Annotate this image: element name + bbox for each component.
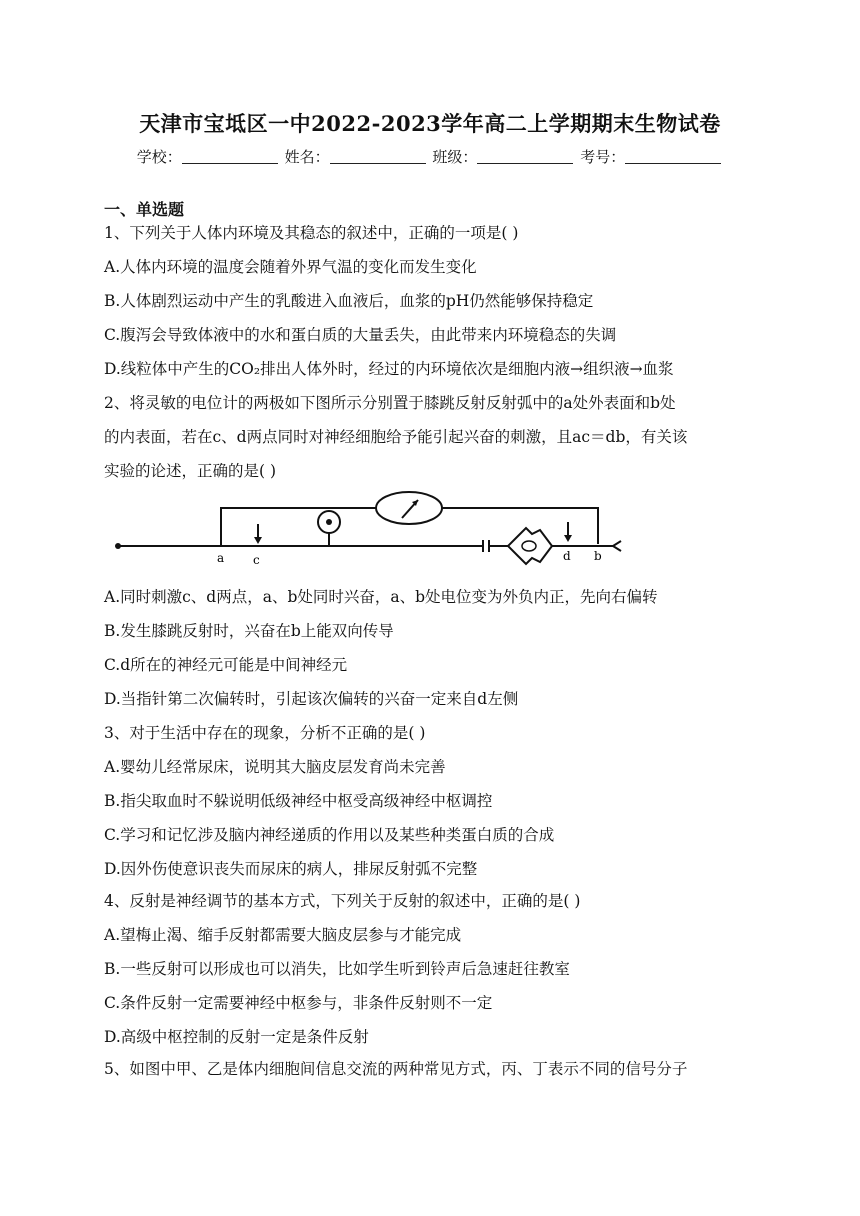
question-1-option-d: D.线粒体中产生的CO₂排出人体外时，经过的内环境依次是细胞内液→组织液→血浆 (104, 360, 674, 378)
name-label: 姓名： (284, 148, 330, 166)
question-5-stem: 5、如图中甲、乙是体内细胞间信息交流的两种常见方式，丙、丁表示不同的信号分子 (104, 1060, 688, 1078)
nerve-end-branch (613, 541, 621, 551)
question-4-stem: 4、反射是神经调节的基本方式，下列关于反射的叙述中，正确的是( ) (104, 892, 581, 910)
page-title: 天津市宝坻区一中2022-2023学年高二上学期期末生物试卷 (139, 111, 721, 136)
student-info-line (0, 146, 860, 167)
question-3-option-d: D.因外伤使意识丧失而尿床的病人，排尿反射弧不完整 (104, 860, 478, 878)
question-1-option-b: B.人体剧烈运动中产生的乳酸进入血液后，血浆的pH仍然能够保持稳定 (104, 292, 594, 310)
question-1-option-c: C.腹泻会导致体液中的水和蛋白质的大量丢失，由此带来内环境稳态的失调 (104, 326, 617, 344)
question-4-option-c: C.条件反射一定需要神经中枢参与，非条件反射则不一定 (104, 994, 493, 1012)
question-3-option-b: B.指尖取血时不躲说明低级神经中枢受高级神经中枢调控 (104, 792, 493, 810)
receptor-dot (115, 543, 121, 549)
question-2-option-a: A.同时刺激c、d两点，a、b处同时兴奋，a、b处电位变为外负内正，先向右偏转 (104, 588, 658, 606)
question-4-option-d: D.高级中枢控制的反射一定是条件反射 (104, 1028, 369, 1046)
meter-wire-left (221, 508, 376, 546)
question-2-stem-line-3: 实验的论述，正确的是( ) (104, 462, 277, 480)
question-3-option-c: C.学习和记忆涉及脑内神经递质的作用以及某些种类蛋白质的合成 (104, 826, 555, 844)
name-blank[interactable] (330, 163, 426, 164)
galvanometer (376, 492, 442, 524)
stimulus-arrowhead-c (254, 537, 262, 544)
class-blank[interactable] (477, 163, 573, 164)
question-1-option-a: A.人体内环境的温度会随着外界气温的变化而发生变化 (104, 258, 477, 276)
question-4-option-a: A.望梅止渴、缩手反射都需要大脑皮层参与才能完成 (104, 926, 462, 944)
section-title: 一、单选题 (104, 200, 185, 219)
exam-number-blank[interactable] (625, 163, 721, 164)
question-2-stem-line-2: 的内表面，若在c、d两点同时对神经细胞给予能引起兴奋的刺激，且ac＝db，有关该 (104, 428, 688, 446)
neuron-body (508, 528, 552, 564)
school-blank[interactable] (182, 163, 278, 164)
question-2-option-d: D.当指针第二次偏转时，引起该次偏转的兴奋一定来自d左侧 (104, 690, 519, 708)
class-label: 班级： (432, 148, 478, 166)
stimulus-arrowhead-d (564, 535, 572, 542)
label-a: a (217, 551, 225, 565)
question-2-option-c: C.d所在的神经元可能是中间神经元 (104, 656, 348, 674)
label-b: b (594, 549, 602, 563)
question-1-stem: 1、下列关于人体内环境及其稳态的叙述中，正确的一项是( ) (104, 224, 519, 242)
question-3-option-a: A.婴幼儿经常尿床，说明其大脑皮层发育尚未完善 (104, 758, 446, 776)
label-c: c (253, 553, 260, 566)
reflex-arc-diagram (108, 486, 628, 566)
ganglion-nucleus (326, 519, 332, 525)
question-4-option-b: B.一些反射可以形成也可以消失，比如学生听到铃声后急速赶往教室 (104, 960, 570, 978)
school-label: 学校： (136, 148, 182, 166)
question-2-stem-line-1: 2、将灵敏的电位计的两极如下图所示分别置于膝跳反射反射弧中的a处外表面和b处 (104, 394, 676, 412)
question-3-stem: 3、对于生活中存在的现象，分析不正确的是( ) (104, 724, 426, 742)
exam-number-label: 考号： (580, 148, 626, 166)
question-2-option-b: B.发生膝跳反射时，兴奋在b上能双向传导 (104, 622, 394, 640)
label-d: d (563, 549, 571, 563)
